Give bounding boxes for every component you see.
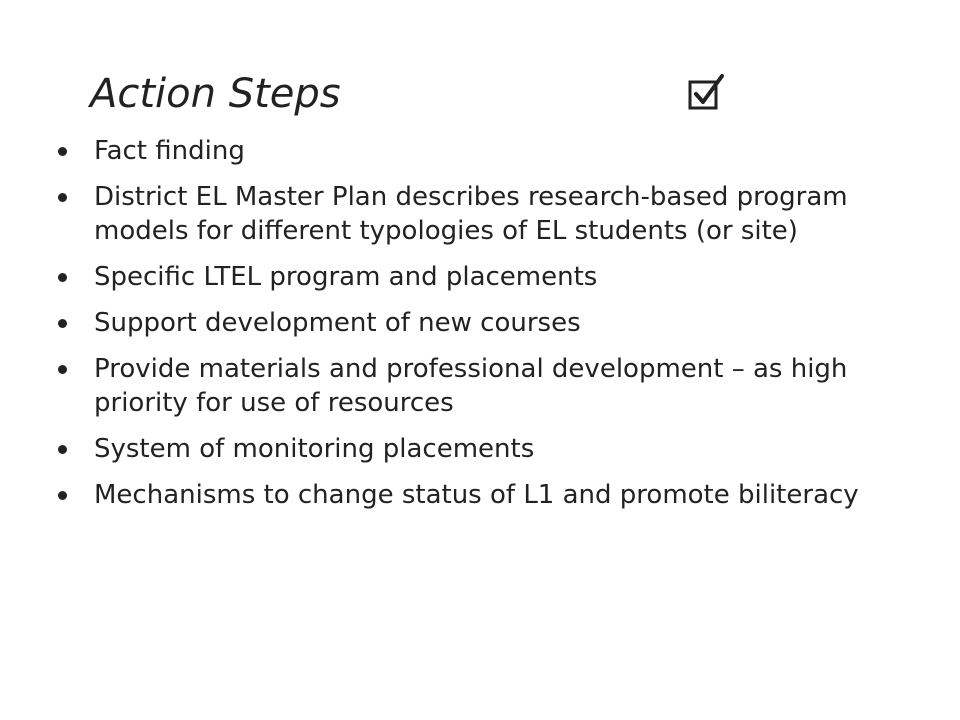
bullet-item [56, 306, 916, 340]
bullet-text: Specific LTEL program and placements [94, 262, 598, 292]
bullet-item [56, 432, 916, 466]
checkbox-checked-icon [686, 72, 728, 114]
bullet-dot [58, 491, 67, 500]
bullet-dot [58, 273, 67, 282]
bullet-item [56, 260, 916, 294]
bullet-dot [58, 147, 67, 156]
bullet-dot [58, 193, 67, 202]
bullet-item [56, 478, 916, 512]
bullet-dot [58, 445, 67, 454]
bullet-text: Mechanisms to change status of L1 and promote biliteracy [94, 480, 859, 510]
bullet-item [56, 134, 916, 168]
title-row [90, 64, 790, 124]
bullet-text: System of monitoring placements [94, 434, 535, 464]
bullet-text: Provide materials and professional development – as high priority for use of resources [94, 354, 848, 418]
bullet-text: Support development of new courses [94, 308, 581, 338]
bullet-text: District EL Master Plan describes research-based program models for different typologies of EL students (or site) [94, 182, 848, 246]
bullet-list [56, 134, 916, 524]
bullet-text: Fact finding [94, 136, 245, 166]
slide-title: Action Steps [90, 71, 341, 117]
bullet-item [56, 352, 916, 420]
bullet-dot [58, 365, 67, 374]
bullet-dot [58, 319, 67, 328]
bullet-item [56, 180, 916, 248]
